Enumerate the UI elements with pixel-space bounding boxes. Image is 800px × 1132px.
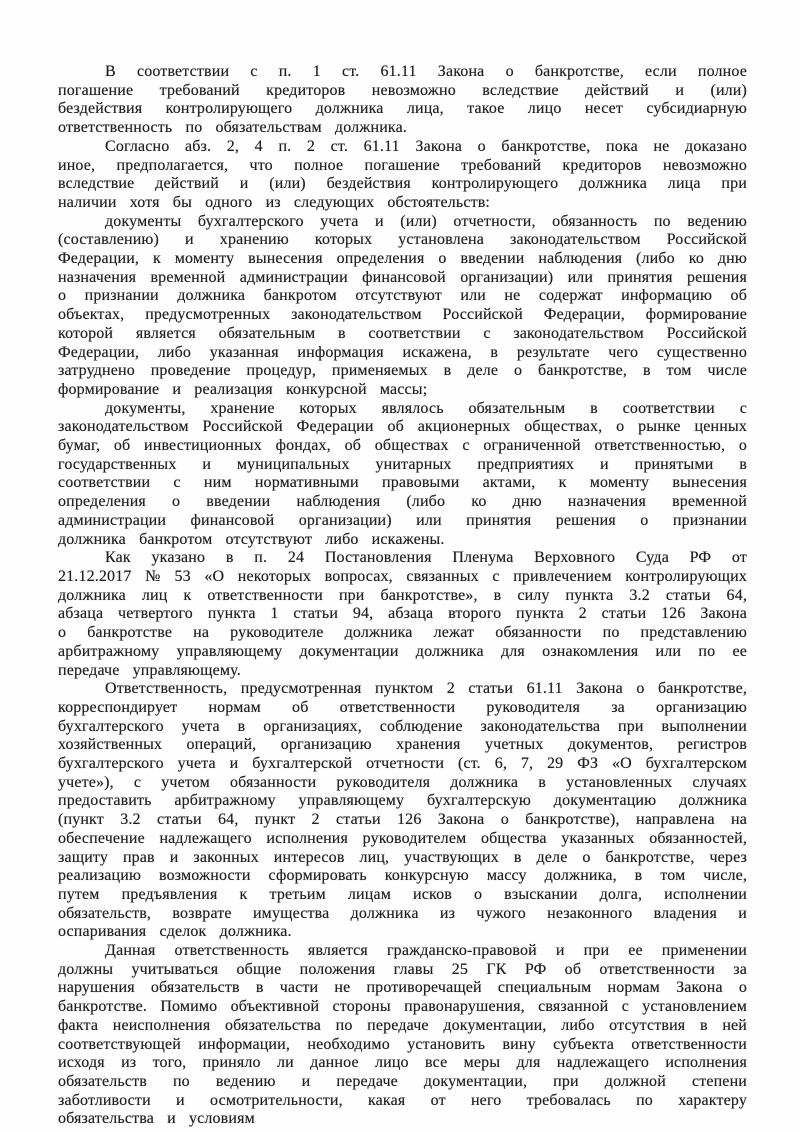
paragraph-corporate-documents: документы, хранение которых являлось обязательным в соответствии с законодательством Российской Федерации об акционерных обществах, о рынке ценных бумаг, об инвестиционных фондах, об обществах с ограниченной ответственностью, о государственных и муниципальных унитарных предприятиях и принятыми в соответствии с ним нормативными правовыми актами, к моменту вынесения определения о введении наблюдения (либо ко дню назначения временной администрации финансовой организации) или принятия решения о признании должника банкротом отсутствуют либо искажены. [58,399,747,548]
paragraph-accounting-documents: документы бухгалтерского учета и (или) отчетности, обязанность по ведению (составлению) и хранению которых установлена законодательством Российской Федерации, к моменту вынесения определения о введении наблюдения (либо ко дню назначения временной администрации финансовой организации) или принятия решения о признании должника банкротом отсутствуют или не содержат информацию об объектах, предусмотренных законодательством Российской Федерации, формирование которой является обязательным в соответствии с законодательством Российской Федерации, либо указанная информация искажена, в результате чего существенно затруднено проведение процедур, применяемых в деле о банкротстве, в том числе формирование и реализация конкурсной массы; [58,212,747,398]
paragraph-law-61-11-p1: В соответствии с п. 1 ст. 61.11 Закона о банкротстве, если полное погашение требований кредиторов невозможно вследствие действий и (или) бездействия контролирующего должника лица, такое лицо несет субсидиарную ответственность по обязательствам должника. [58,63,747,137]
paragraph-law-61-11-p2-presumption: Согласно абз. 2, 4 п. 2 ст. 61.11 Закона о банкротстве, пока не доказано иное, предполагается, что полное погашение требований кредиторов невозможно вследствие действий и (или) бездействия контролирующего должника лица при наличии хотя бы одного из следующих обстоятельств: [58,137,747,211]
paragraph-responsibility-purpose: Ответственность, предусмотренная пунктом 2 статьи 61.11 Закона о банкротстве, корреспондирует нормам об ответственности руководителя за организацию бухгалтерского учета в организациях, соблюдение законодательства при выполнении хозяйственных операций, организацию хранения учетных документов, регистров бухгалтерского учета и бухгалтерской отчетности (ст. 6, 7, 29 ФЗ «О бухгалтерском учете»), с учетом обязанности руководителя должника в установленных случаях предоставить арбитражному управляющему бухгалтерскую документацию должника (пункт 3.2 статьи 64, пункт 2 статьи 126 Закона о банкротстве), направлена на обеспечение надлежащего исполнения руководителем общества указанных обязанностей, защиту прав и законных интересов лиц, участвующих в деле о банкротстве, через реализацию возможности сформировать конкурсную массу должника, в том числе, путем предъявления к третьим лицам исков о взыскании долга, исполнении обязательств, возврате имущества должника из чужого незаконного владения и оспаривания сделок должника. [58,680,747,941]
paragraph-civil-liability: Данная ответственность является гражданско-правовой и при ее применении должны учитываться общие положения главы 25 ГК РФ об ответственности за нарушения обязательств в части не противоречащей специальным нормам Закона о банкротстве. Помимо объективной стороны правонарушения, связанной с установлением факта неисполнения обязательства по передаче документации, либо отсутствия в ней соответствующей информации, необходимо установить вину субъекта ответственности исходя из того, приняло ли данное лицо все меры для надлежащего исполнения обязательств по ведению и передаче документации, при должной степени заботливости и осмотрительности, какая от него требовалась по характеру обязательства и условиям [58,942,747,1128]
paragraph-plenum-ruling-53: Как указано в п. 24 Постановления Пленума Верховного Суда РФ от 21.12.2017 № 53 «О некоторых вопросах, связанных с привлечением контролирующих должника лиц к ответственности при банкротстве», в силу пункта 3.2 статьи 64, абзаца четвертого пункта 1 статьи 94, абзаца второго пункта 2 статьи 126 Закона о банкротстве на руководителе должника лежат обязанности по представлению арбитражному управляющему документации должника для ознакомления или по ее передаче управляющему. [58,549,747,679]
